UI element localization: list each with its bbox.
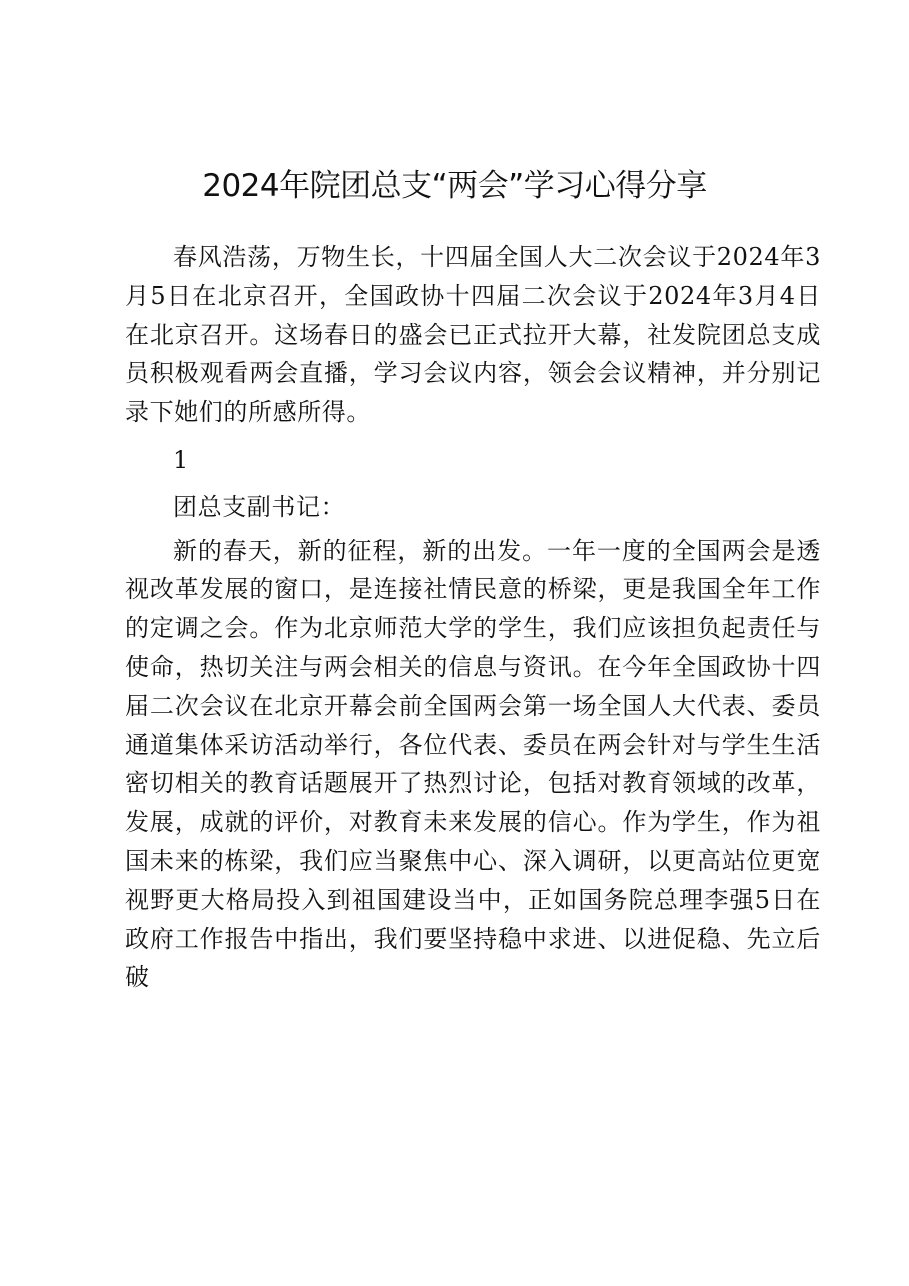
- section-heading: 团总支副书记：: [173, 492, 346, 521]
- document-title: 2024年院团总支“两会”学习心得分享: [202, 168, 707, 204]
- intro-paragraph: 春风浩荡，万物生长，十四届全国人大二次会议于2024年3月5日在北京召开，全国政协十四届二次会议于2024年3月4日在北京召开。这场春日的盛会已正式拉开大幕，社发院团总支成员积极观看两会直播，学习会议内容，领会会议精神，并分别记录下她们的所感所得。: [125, 243, 821, 427]
- document-body: [125, 238, 821, 997]
- body-paragraph: 新的春天，新的征程，新的出发。一年一度的全国两会是透视改革发展的窗口，是连接社情民意的桥梁，更是我国全年工作的定调之会。作为北京师范大学的学生，我们应该担负起责任与使命，热切关注与两会相关的信息与资讯。在今年全国政协十四届二次会议在北京开幕会前全国两会第一场全国人大代表、委员通道集体采访活动举行，各位代表、委员在两会针对与学生生活密切相关的教育话题展开了热烈讨论，包括对教育领域的改革，发展，成就的评价，对教育未来发展的信心。作为学生，作为祖国未来的栋梁，我们应当聚焦中心、深入调研，以更高站位更宽视野更大格局投入到祖国建设当中，正如国务院总理李强5日在政府工作报告中指出，我们要坚持稳中求进、以进促稳、先立后破: [125, 536, 821, 992]
- section-number: 1: [173, 445, 189, 474]
